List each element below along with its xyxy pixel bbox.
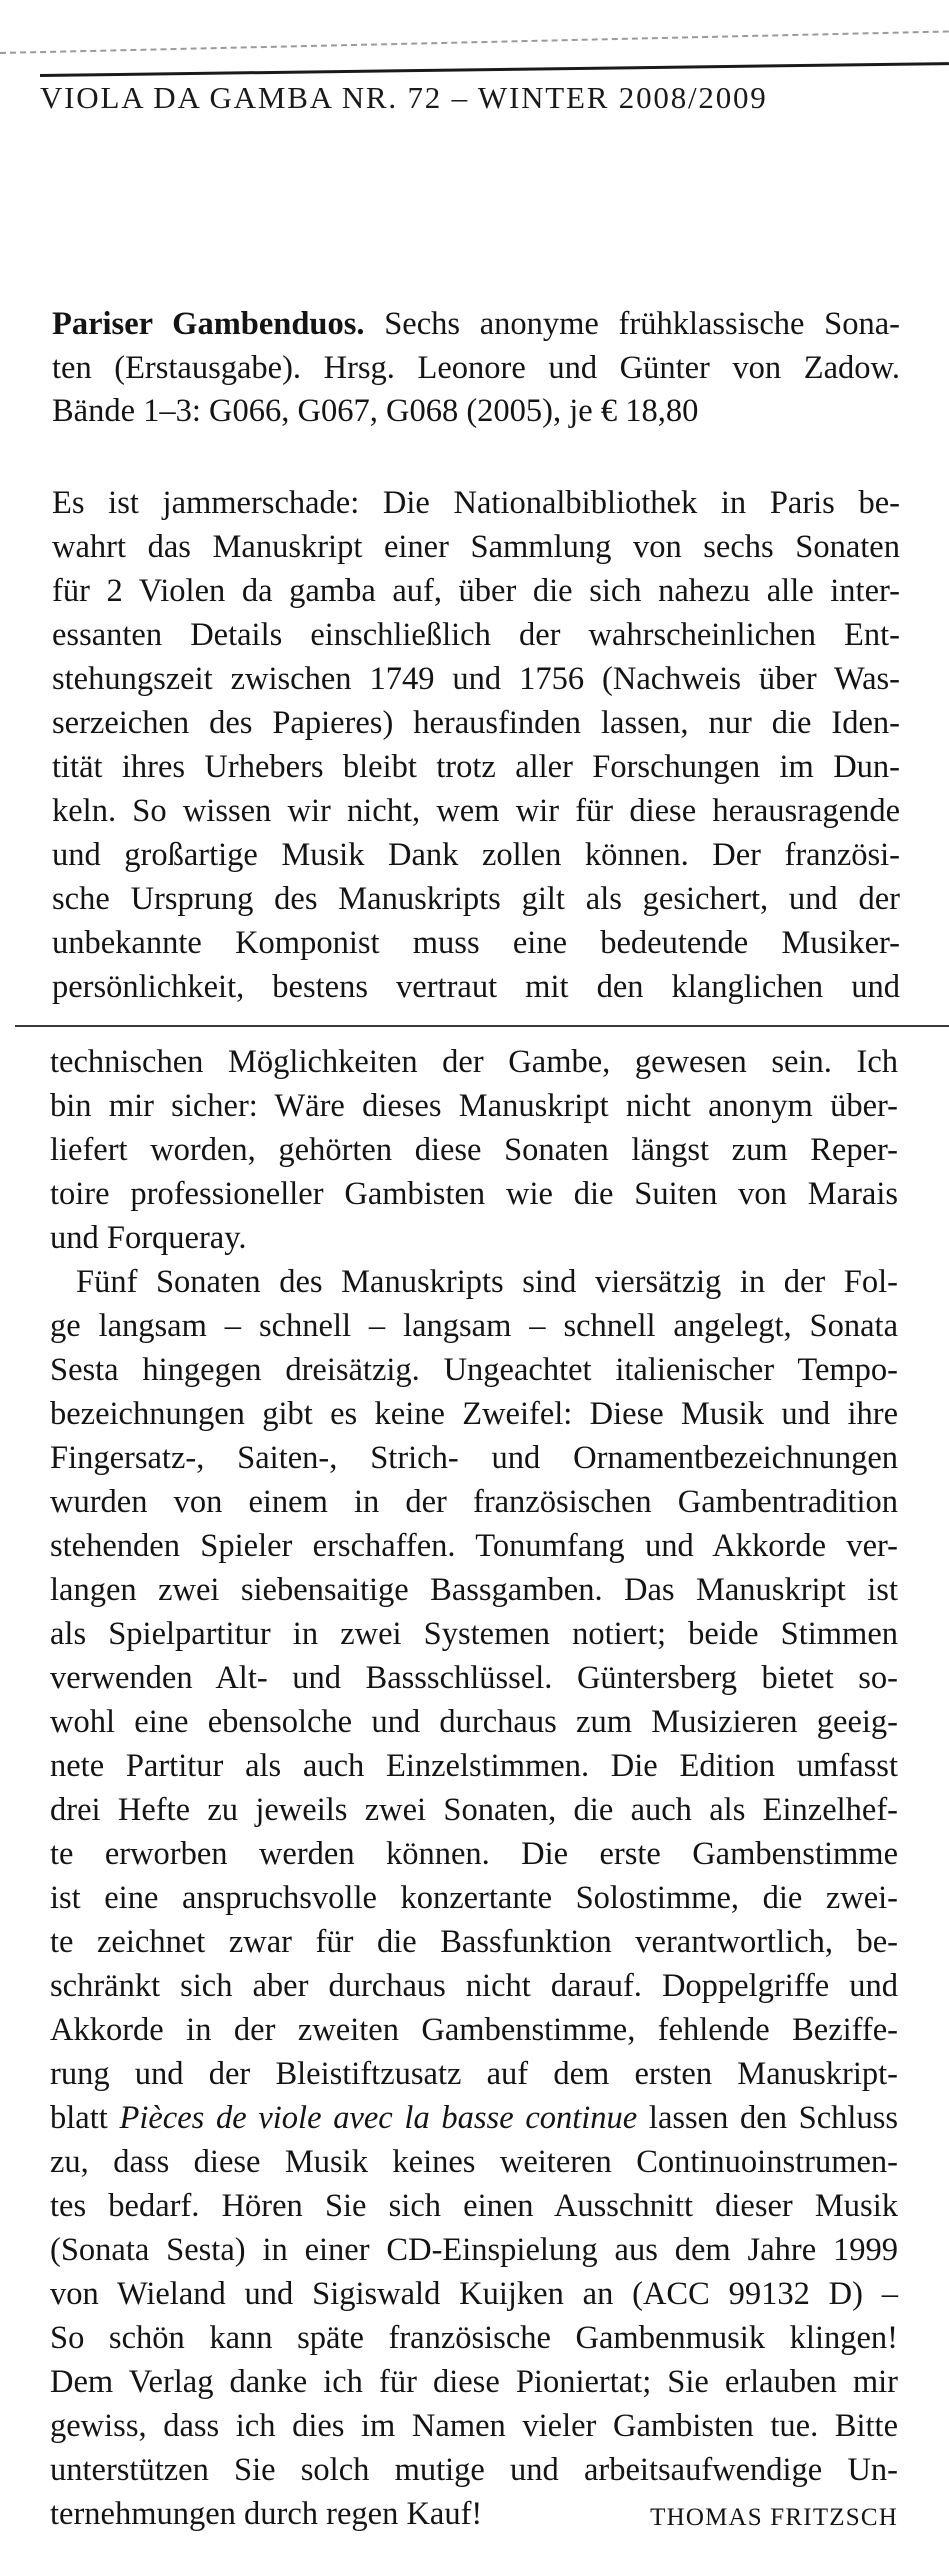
text-line: drei Hefte zu jeweils zwei Sonaten, die auch als Einzelhef- xyxy=(50,1792,898,1828)
text-line: Fünf Sonaten des Manuskripts sind viersätzig in der Fol- xyxy=(76,1264,898,1300)
text-line: So schön kann späte französische Gambenmusik klingen! xyxy=(50,2320,898,2356)
text-line: verwenden Alt- und Bassschlüssel. Güntersberg bietet so- xyxy=(50,1660,898,1696)
author-signature: THOMAS FRITZSCH xyxy=(650,2504,898,2531)
text-line: stehungszeit zwischen 1749 und 1756 (Nachweis über Was- xyxy=(52,661,900,697)
text-line: wurden von einem in der französischen Gambentradition xyxy=(50,1484,898,1520)
text-line: Akkorde in der zweiten Gambenstimme, fehlende Beziffe- xyxy=(50,2012,898,2048)
text-line: keln. So wissen wir nicht, wem wir für diese herausragende xyxy=(52,793,900,829)
text-line: zu, dass diese Musik keines weiteren Continuoinstrumen- xyxy=(50,2144,898,2180)
text-line: tität ihres Urhebers bleibt trotz aller Forschungen im Dun- xyxy=(52,749,900,785)
page-divider xyxy=(15,1025,949,1027)
text-line: nete Partitur als auch Einzelstimmen. Die Edition umfasst xyxy=(50,1748,898,1784)
text-line: persönlichkeit, bestens vertraut mit den klanglichen und xyxy=(52,969,900,1005)
text-line: ge langsam – schnell – langsam – schnell angelegt, Sonata xyxy=(50,1308,898,1344)
title-line: ten (Erstausgabe). Hrsg. Leonore und Günter von Zadow. xyxy=(52,349,900,386)
text-line: langen zwei siebensaitige Bassgamben. Das Manuskript ist xyxy=(50,1572,898,1608)
text-line: toire professioneller Gambisten wie die Suiten von Marais xyxy=(50,1176,898,1212)
text-line: te erworben werden können. Die erste Gambenstimme xyxy=(50,1836,898,1872)
header-rule xyxy=(40,62,949,77)
text-line: Dem Verlag danke ich für diese Pioniertat; Sie erlauben mir xyxy=(50,2364,898,2400)
publication-details: Bände 1–3: G066, G067, G068 (2005), je € 18,80 xyxy=(52,393,699,429)
text-line: sche Ursprung des Manuskripts gilt als gesichert, und der xyxy=(52,881,900,917)
title-line: Pariser Gambenduos. Sechs anonyme frühklassische Sona- xyxy=(52,306,900,342)
text-line: liefert worden, gehörten diese Sonaten längst zum Reper- xyxy=(50,1132,898,1168)
text-line: unterstützen Sie solch mutige und arbeitsaufwendige Un- xyxy=(50,2452,898,2488)
paragraph-2-end xyxy=(50,2140,898,2492)
running-head: VIOLA DA GAMBA NR. 72 – WINTER 2008/2009 xyxy=(40,80,768,115)
text-line: ist eine anspruchsvolle konzertante Solostimme, die zwei- xyxy=(50,1880,898,1916)
text-line: te zeichnet zwar für die Bassfunktion verantwortlich, be- xyxy=(50,1924,898,1960)
lower-section xyxy=(50,1040,898,2540)
text-line: und Forqueray. xyxy=(50,1220,247,1256)
text-line: tes bedarf. Hören Sie sich einen Ausschnitt dieser Musik xyxy=(50,2188,898,2224)
review-title: Pariser Gambenduos. xyxy=(52,306,365,342)
review-title-block xyxy=(52,303,900,434)
text-line: bezeichnungen gibt es keine Zweifel: Diese Musik und ihre xyxy=(50,1396,898,1432)
text-line: Fingersatz-, Saiten-, Strich- und Ornamentbezeichnungen xyxy=(50,1440,898,1476)
text-line: schränkt sich aber durchaus nicht darauf. Doppelgriffe und xyxy=(50,1968,898,2004)
text-line: technischen Möglichkeiten der Gambe, gewesen sein. Ich xyxy=(50,1044,898,1080)
final-line: ternehmungen durch regen Kauf! THOMAS FRITZSCH xyxy=(50,2492,898,2536)
text-line: stehenden Spieler erschaffen. Tonumfang und Akkorde ver- xyxy=(50,1528,898,1564)
text-line: wohl eine ebensolche und durchaus zum Musizieren geeig- xyxy=(50,1704,898,1740)
text-line: als Spielpartitur in zwei Systemen notiert; beide Stimmen xyxy=(50,1616,898,1652)
title-line xyxy=(52,390,900,434)
paragraph-1-continued xyxy=(50,1040,898,1260)
manuscript-title: Pièces de viole avec la basse continue xyxy=(119,2100,638,2136)
top-faint-rule xyxy=(0,30,949,54)
text-line: (Sonata Sesta) in einer CD-Einspielung aus dem Jahre 1999 xyxy=(50,2232,898,2268)
text-line: und großartige Musik Dank zollen können. Der französi- xyxy=(52,837,900,873)
text-line: für 2 Violen da gamba auf, über die sich nahezu alle inter- xyxy=(52,573,900,609)
text-line-italic: blatt Pièces de viole avec la basse continue lassen den Schluss xyxy=(50,2100,899,2136)
text-line: essanten Details einschließlich der wahrscheinlichen Ent- xyxy=(52,617,900,653)
text-line: Es ist jammerschade: Die Nationalbibliothek in Paris be- xyxy=(52,485,900,521)
paragraph-2 xyxy=(50,1260,898,2096)
paragraph-1 xyxy=(52,481,900,1009)
text-line: wahrt das Manuskript einer Sammlung von sechs Sonaten xyxy=(52,529,900,565)
text-line: Sesta hingegen dreisätzig. Ungeachtet italienischer Tempo- xyxy=(50,1352,898,1388)
text-line: gewiss, dass ich dies im Namen vieler Gambisten tue. Bitte xyxy=(50,2408,898,2444)
text-line: serzeichen des Papieres) herausfinden lassen, nur die Iden- xyxy=(52,705,900,741)
text-line: unbekannte Komponist muss eine bedeutende Musiker- xyxy=(52,925,900,961)
text-line: von Wieland und Sigiswald Kuijken an (ACC 99132 D) – xyxy=(50,2276,898,2312)
text-line: rung und der Bleistiftzusatz auf dem ersten Manuskript- xyxy=(50,2056,898,2092)
text-line: bin mir sicher: Wäre dieses Manuskript nicht anonym über- xyxy=(50,1088,898,1124)
